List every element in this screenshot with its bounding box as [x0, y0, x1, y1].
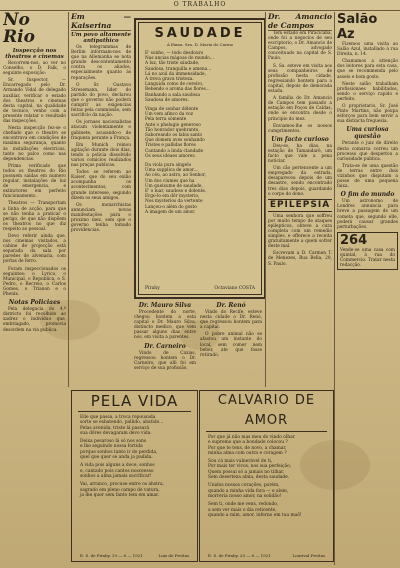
- poem-line: Deixa pesaroso lá só nos sons: [80, 439, 147, 445]
- section-heading: Notas Policiaes: [8, 299, 61, 307]
- poem-line: e, cantado pois cantos nosceesso: [80, 468, 154, 474]
- paragraph: Um astronomo de Londres annuncia para breve a passagem de um cometa que, segundo elle, poderá causar grandes perturbações.: [337, 199, 398, 230]
- article-headline: Salão Az: [337, 12, 378, 42]
- paragraph: O Sr. Gustavo Stresemann, lider do partido do povo, declarou que o governo não poderá cumprir as exigencias feitas pela commissão, sem sacrificio da nação.: [71, 82, 131, 119]
- paragraph: Os telegrammas de Berlim informam-nos de que na Allemanha se nota grande descontentamento contra os aliados, especialmente quanto ás reparações.: [71, 45, 131, 81]
- paragraph: Os monarchistas annunciam novas manifestações para o proximo mez, sem que o governo tenha tomado providencias.: [71, 202, 131, 234]
- column-rule: [334, 12, 335, 565]
- poem-line: Sem ti, onde me vens, redondo,: [208, 502, 279, 508]
- paragraph: Vindo de Caxias, regressou hontem o Dr. Carneiro, que alli foi em serviço de sua profissão.: [134, 350, 196, 371]
- column-amancio: [268, 12, 332, 387]
- paragraph: Vindo do Recife, esteve nesta cidade o Dr. Renó, que regressou hontem para a capital.: [200, 310, 262, 331]
- poem-calvario-box: [199, 390, 334, 562]
- poem-line: Cantando a linda clandade: [145, 148, 204, 154]
- poem-line: Sem deserteza alma, desta saudade.: [208, 475, 290, 481]
- poem-line: Pelas avenida, triste lá passará: [80, 425, 150, 431]
- paragraph: A familia do Dr. Amancio de Campos tem passado a estação em Poços de Caldas, onde se encontra desde o principio do mez.: [268, 96, 332, 122]
- poem-stanza: [208, 483, 325, 499]
- poem-line: Bebendo o aroma das flores...: [145, 87, 210, 93]
- poem-line: Por mais ter vivos, nos sua perfeição,: [208, 464, 292, 470]
- poem-stanza: [208, 459, 325, 480]
- poem-stanza: [80, 463, 189, 479]
- poem-line: Por que te tens, de novo, a chamar,: [208, 445, 287, 451]
- paragraph: Escrevam a D. Carmen T. de Menezes, Rua Bella, 20, S. Paulo.: [268, 251, 332, 267]
- paragraph: Tem estado em Piracicaba, onde foi a negocios de seu escriptorio, o Dr. Amancio de Campos, advogado conceituado na capital de S. Paulo.: [268, 31, 332, 62]
- poem-verses: [208, 435, 325, 518]
- poem-line: Nos mysterios da vertente: [145, 199, 203, 205]
- poem-line: Uma supplica de amor...: [145, 168, 198, 174]
- poem-line: Tristes e pallidas flores: [145, 143, 196, 149]
- poem-title: PELA VIDA: [78, 391, 191, 412]
- poem-line: Sou cá mais vulnerável de ti,: [208, 459, 273, 465]
- paragraph: O pobre animal não se afastou um instante do local, sem comer nem beber, ate que fosse retirado.: [200, 332, 262, 358]
- article-subtitle: Um povo altamente antipathico: [71, 32, 131, 44]
- section-heading: O fim do mundo: [340, 191, 395, 199]
- poem-line: sua dôres devagaram devo vida.: [80, 430, 152, 436]
- poem-line: A vida pois alguns a doce, sonhos: [80, 463, 155, 469]
- paragraph: Perante o juiz de direito desta comarca correu um processo que despertou a curiosidade publica.: [337, 141, 398, 162]
- epilepsia-heading: EPILEPSIA: [269, 199, 331, 210]
- poem-stanza: [80, 482, 189, 498]
- poem-author: Octaviano COSTA: [214, 286, 255, 291]
- poem-line: quando a mim, amor, inferno em tua maõ!: [208, 512, 302, 518]
- poem-place: E. S. de Pirahy, 20 — 8 — 1921: [208, 553, 271, 558]
- paragraph: Em Munich reinou agitação durante dois dias, tendo a policia dissolvido varios comicios realizados nas praças publicas.: [71, 142, 131, 169]
- poem-line: Pela terra sómente: [145, 117, 187, 123]
- poem-line: Lá no azul da immensidade,: [145, 71, 206, 77]
- paragraph: Sr. Inspector, — Encarregado pelo Dr. Armando Vidal de delegado auxiliar, verificar o estado dos theatros e cinemas desta capital, na qualidade de tecnico, venho com a presente relatar o resultado das inspecções.: [3, 78, 66, 125]
- poem-line: Os seus ideaes amores.: [145, 153, 196, 159]
- paragraph: Uma senhora que soffreu por muito tempo de ataques epilepticos, obteve a cura completa com um remedio simples, e offerece a receita gratuitamente a quem sofrer deste mal.: [268, 213, 332, 250]
- paragraph: Nesta inspecção fez-se o chefiado que o theatro se encontrava em condições de maxima segurança, quanto ás installações electricas, tanto no palco como nas dependencias.: [3, 126, 66, 162]
- section-heading: Um facto curioso: [271, 135, 329, 143]
- paragraph: Fizemos uma visita ao Salão Azul, installado á rua Direita, n. 14.: [337, 42, 398, 58]
- paragraph: S. Sa. esteve em visita aos seus companheiros de profissão nesta cidade, regressando hontem para a capital, depois de demorada estada.: [268, 63, 332, 95]
- poem-line: e supremo que a bondade colocou ?: [208, 440, 288, 446]
- poem-stanza: [145, 51, 255, 103]
- poem-line: Saboreando os labis santo: [145, 133, 203, 139]
- ad-text: Vende-se uma casa com quintal, á rua do Commercio. Tratar nesta redacção.: [340, 247, 395, 269]
- poem-line: Que domem aves sonhando: [145, 138, 205, 144]
- poem-line: e lhe seguindo nossa fortida: [80, 444, 143, 450]
- poem-saudade-box: [134, 18, 266, 299]
- paragraph: Os jornaes nacionalistas atacam violentamente o gabinete, acusando-o de fraqueza perante a França.: [71, 120, 131, 141]
- article-headline: Dr. Amancio de Campos: [268, 12, 332, 30]
- poem-line: sorte se esbatendo, pallido, abatido...: [80, 420, 164, 426]
- poem-line: Nas ancias mágoas do mundo...: [145, 56, 214, 62]
- paragraph: Trata-se de uma questão de terras entre dois vizinhos que disputam a posse de uma pequena faixa.: [337, 163, 398, 190]
- poem-pela-vida-box: [71, 390, 198, 562]
- column-rule: [68, 12, 69, 387]
- article-headline: Em — Kaiserina: [71, 12, 131, 30]
- poem-line: sagrado em pleno campo de vatura,: [80, 487, 160, 493]
- poem-stanza: [80, 415, 189, 436]
- poem-stanza: [208, 502, 325, 518]
- column-amancio-extra: [200, 300, 262, 385]
- section-heading: Dr. Carneiro: [144, 342, 186, 350]
- poem-line: ja lhe quer sem fanto tem em amar.: [80, 492, 160, 498]
- poem-line: Ao céu, ao astro, ao Senhor,: [145, 173, 206, 179]
- poem-stanza: [208, 435, 325, 456]
- poem-line: Por que já não mas meu do vindo olhar: [208, 435, 295, 440]
- poem-line: A treva grava tristeza.: [145, 77, 194, 83]
- poem-title: SAUDADE: [154, 26, 246, 41]
- poem-line: Vai, arranco, procuse entre os ahstra,: [80, 482, 164, 488]
- poem-signature: [80, 553, 189, 558]
- poem-line: Quem possui só a jamais no tilhar,: [208, 469, 285, 475]
- poem-line: A imagem de um amor.: [145, 209, 196, 215]
- poem-line: Um dos ciumes que ha: [145, 178, 195, 184]
- poem-signature: [208, 553, 325, 558]
- paragraph: Procedente do norte, chegou hontem a esta capital o Dr. Mauro Silva, distincto medico, que vem passar alguns dias entre nós, em visita a parentes.: [134, 310, 196, 341]
- poem-line: Lançou-o além do gosto: [145, 204, 197, 210]
- poem-stanza: [145, 107, 255, 159]
- column-mauro-silva: [134, 300, 196, 385]
- paragraph: Todos se referem ao Kaiser, que do seu exilio acompanha os acontecimentos, com grande interesse, segundo dizem os seus amigos.: [71, 170, 131, 201]
- poem-signature: [145, 286, 255, 291]
- poem-title: CALVARIO DE AMOR: [206, 391, 327, 432]
- poem-line: sonhos a alma jamais sacrificar!: [80, 473, 152, 479]
- section-heading: Uma curiosa questão: [346, 126, 389, 141]
- column-kaiserina: [71, 12, 131, 387]
- paragraph: Prima verificado que todos os theatros do Rio possuem saidas em numero regular, instalações de luz de emergencia, e extinctores em perfeito funcionamento.: [3, 163, 66, 200]
- poem-line: E' sonho, — todo desdouro: [145, 51, 204, 56]
- poem-line: Saudosa de amores.: [145, 97, 189, 103]
- paragraph: Foram inspeccionados os seguintes: o Lyrico, o Municipal, o Republica, o S. Pedro, o Recreio, o Carlos Gomes, o Trianon e o Phenix.: [3, 266, 66, 298]
- poem-line: Da viola pura singelo: [145, 163, 192, 169]
- poem-line: minha alma com outra e coragem ?: [208, 450, 287, 456]
- poem-line: Elle que passa, a troca repousada: [80, 415, 156, 420]
- poem-line: Unidos nossos corações, porém,: [208, 483, 280, 489]
- paragraph: Theatros — Transportam a linha de acção, para que se não tenha a praticar o perigo, de que não dispõem os theatros no que diz respeito ao pessoal.: [3, 201, 66, 232]
- poem-dedication: Á Exma. Sra. D. Maria do Carmo: [166, 42, 234, 47]
- column-no-rio: [3, 12, 66, 565]
- poem-stanza: [80, 439, 189, 460]
- poem-line: Vinga de sonhar dólente: [145, 107, 199, 113]
- paragraph: O proprietario, Sr. José Pinto Martins, não poupa esforços para bem servir a sua distincta freguezia.: [337, 104, 398, 125]
- poem-line: porque sonhos tanto ir do perdida,: [80, 449, 158, 455]
- poem-author: Luiz de Freitas: [158, 553, 189, 558]
- poem-inner-frame: [138, 22, 262, 295]
- poem-line: morreria nosso amor, na solidão!: [208, 493, 282, 499]
- poem-line: quando a minha vida fora — e alem,: [208, 488, 289, 494]
- poem-place: E. S. de Pirahy, 19 — 8 — 1921: [80, 553, 143, 558]
- paragraph: Devo referir ainda que, nos cinemas visitados, a cabine de projecção está separada da sala por paredes de alvenaria, com portas de ferro.: [3, 234, 66, 265]
- poem-line: Ergo-lo em dôr mysterio,: [145, 194, 200, 200]
- poem-verses: [145, 51, 255, 215]
- poem-line: Languida como de cereiro,: [145, 82, 204, 88]
- poem-line: Um queixume de saudade,: [145, 183, 203, 189]
- poem-line: Banhando a sala saudosa: [145, 92, 200, 98]
- poem-line: Um vem afinco da voz: [145, 112, 193, 118]
- paragraph: Deu-se, ha dias, na estação de Tamandaré, um facto que vale a pena noticiar.: [268, 143, 332, 165]
- poem-line: A luz, tão triste sáudade,: [145, 61, 200, 67]
- paragraph: Um cão pertencente a um empregado da estrada, desapareceu depois de um desastre, sendo encontrado tres dias depois, guardando o corpo do dono.: [268, 166, 332, 197]
- paragraph: Enviamos-lhe os nossos cumprimentos.: [268, 123, 332, 134]
- paragraph: Neste salão trabalham profissionaes habilitados, sendo o serviço rapido e perfeito.: [337, 81, 398, 102]
- poem-place: Pirahy: [145, 286, 160, 291]
- poem-line: a sem ver mais o dia reticente,: [208, 507, 277, 513]
- column-rule: [265, 12, 266, 387]
- poem-verses: [80, 415, 189, 498]
- paragraph: Pela delegacia do 4.º districto foi recolhido ao xadrez o individuo que, embriagado, promovia desordem na via publica.: [3, 307, 66, 333]
- paragraph: Recorrem-nos, ao ver no Conselho, o D. Falk, o seguinte exposição:: [3, 61, 66, 77]
- section-heading: Dr. Mauro Silva: [138, 302, 192, 309]
- article-subtitle: Inspecção nos theatros e cinemas: [5, 48, 64, 60]
- poem-author: Lourival Freitas: [292, 553, 325, 558]
- classified-ad: [337, 232, 398, 270]
- poem-line: E' o luar, saudoso e dolente.: [145, 189, 207, 195]
- column-salao: [337, 12, 398, 565]
- poem-line: quel que quer se anda ja padida.: [80, 455, 153, 461]
- poem-stanza: [145, 163, 255, 215]
- section-heading: Dr. Renó: [216, 302, 246, 309]
- poem-line: Saudosa, tranquilla e amena...: [145, 66, 212, 72]
- poem-line: Ante o phelugio generoso: [145, 122, 201, 128]
- article-title: No Rio: [3, 12, 35, 47]
- masthead: O TRABALHO: [0, 0, 400, 11]
- ad-number: 264: [340, 232, 368, 248]
- paragraph: Chamamos a attenção dos leitores para esta casa, que se recommenda pelo asseio e bom gosto.: [337, 59, 398, 80]
- poem-line: Tão honrador quebranto,: [145, 127, 200, 133]
